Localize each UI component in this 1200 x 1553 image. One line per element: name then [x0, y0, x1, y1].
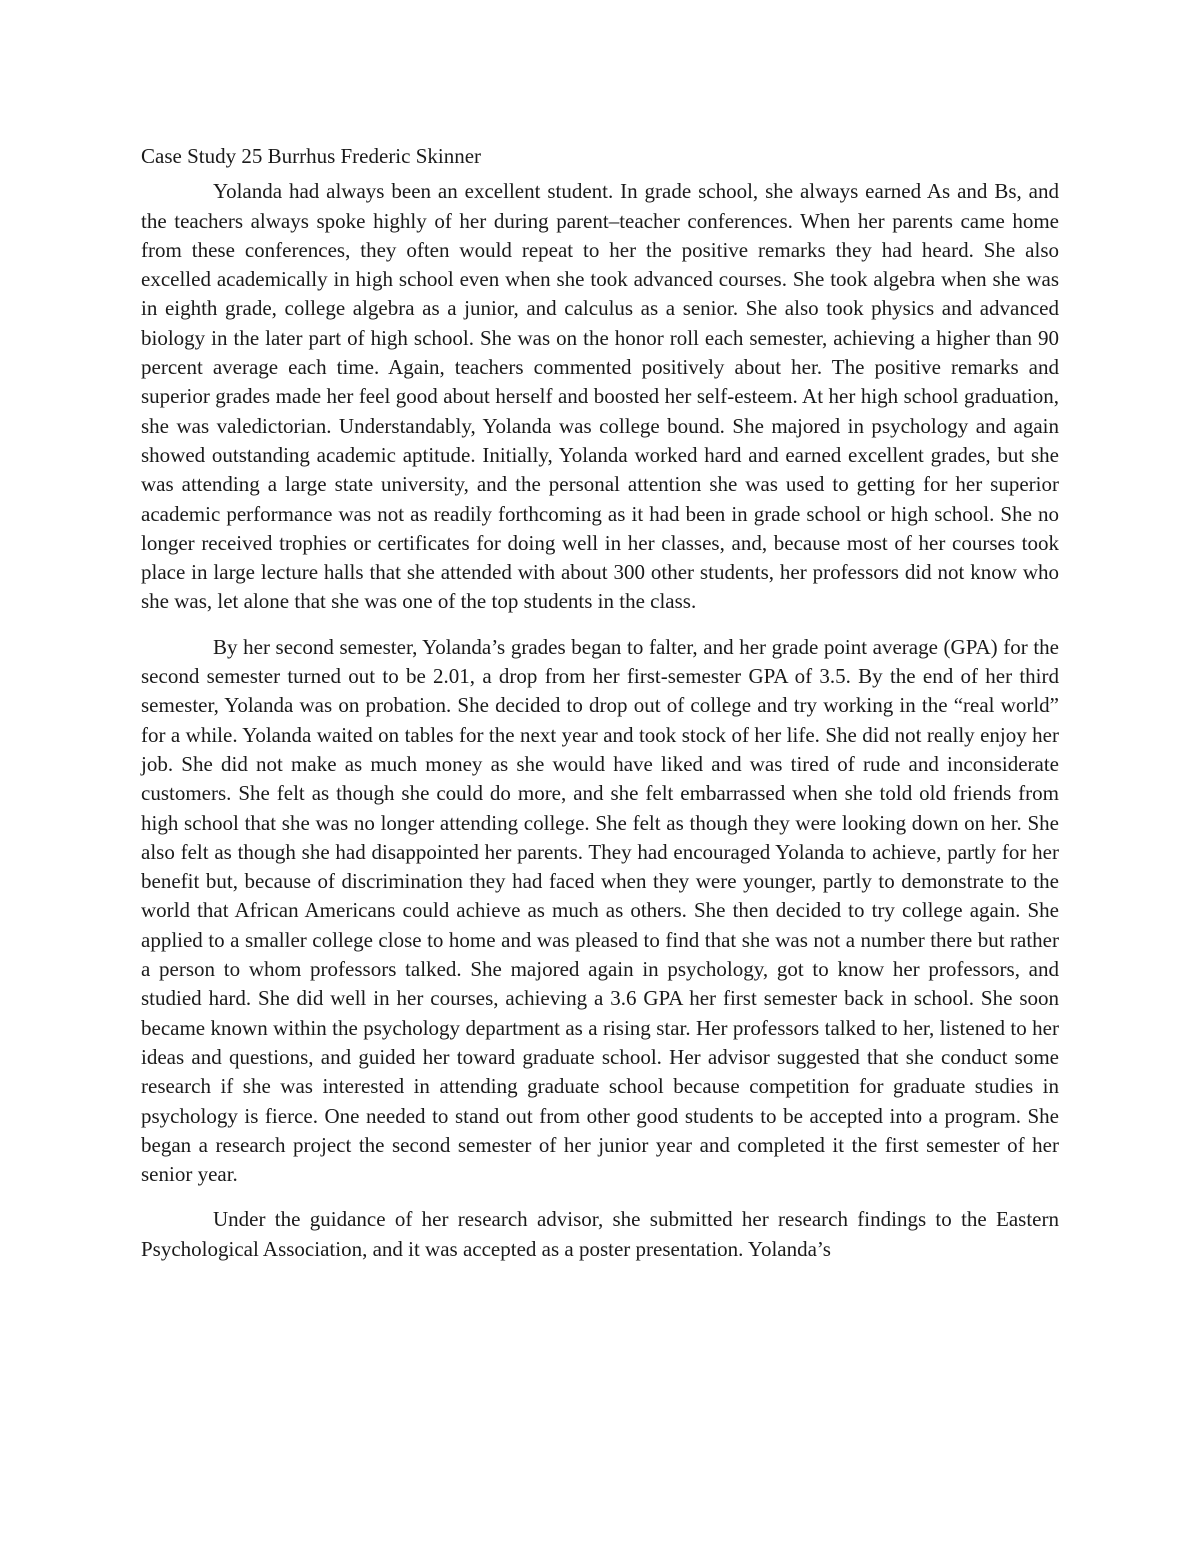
paragraph-1: Yolanda had always been an excellent student. In grade school, she always earned As and Bs, and the teachers always spoke highly of her during parent–teacher conferences. When her parents came home from these conferences, they often would repeat to her the positive remarks they had heard. She also excelled academically in high school even when she took advanced courses. She took algebra when she was in eighth grade, college algebra as a junior, and calculus as a senior. She also took physics and advanced biology in the later part of high school. She was on the honor roll each semester, achieving a higher than 90 percent average each time. Again, teachers commented positively about her. The positive remarks and superior grades made her feel good about herself and boosted her self-esteem. At her high school graduation, she was valedictorian. Understandably, Yolanda was college bound. She majored in psychology and again showed outstanding academic aptitude. Initially, Yolanda worked hard and earned excellent grades, but she was attending a large state university, and the personal attention she was used to getting for her superior academic performance was not as readily forthcoming as it had been in grade school or high school. She no longer received trophies or certificates for doing well in her classes, and, because most of her courses took place in large lecture halls that she attended with about 300 other students, her professors did not know who she was, let alone that she was one of the top students in the class. [141, 179, 1059, 614]
paragraph-3: Under the guidance of her research advisor, she submitted her research findings to the Eastern Psychological Association, and it was accepted as a poster presentation. Yolanda’s [141, 1207, 1059, 1261]
paragraph-2: By her second semester, Yolanda’s grades began to falter, and her grade point average (GPA) for the second semester turned out to be 2.01, a drop from her first-semester GPA of 3.5. By the end of her third semester, Yolanda was on probation. She decided to drop out of college and try working in the “real world” for a while. Yolanda waited on tables for the next year and took stock of her life. She did not really enjoy her job. She did not make as much money as she would have liked and was tired of rude and inconsiderate customers. She felt as though she could do more, and she felt embarrassed when she told old friends from high school that she was no longer attending college. She felt as though they were looking down on her. She also felt as though she had disappointed her parents. They had encouraged Yolanda to achieve, partly for her benefit but, because of discrimination they had faced when they were younger, partly to demonstrate to the world that African Americans could achieve as much as others. She then decided to try college again. She applied to a smaller college close to home and was pleased to find that she was not a number there but rather a person to whom professors talked. She majored again in psychology, got to know her professors, and studied hard. She did well in her courses, achieving a 3.6 GPA her first semester back in school. She soon became known within the psychology department as a rising star. Her professors talked to her, listened to her ideas and questions, and guided her toward graduate school. Her advisor suggested that she conduct some research if she was interested in attending graduate school because competition for graduate studies in psychology is fierce. One needed to stand out from other good students to be accepted into a program. She began a research project the second semester of her junior year and completed it the first semester of her senior year. [141, 634, 1059, 1187]
document-title: Case Study 25 Burrhus Frederic Skinner [141, 144, 482, 168]
document-page [141, 142, 1059, 1280]
